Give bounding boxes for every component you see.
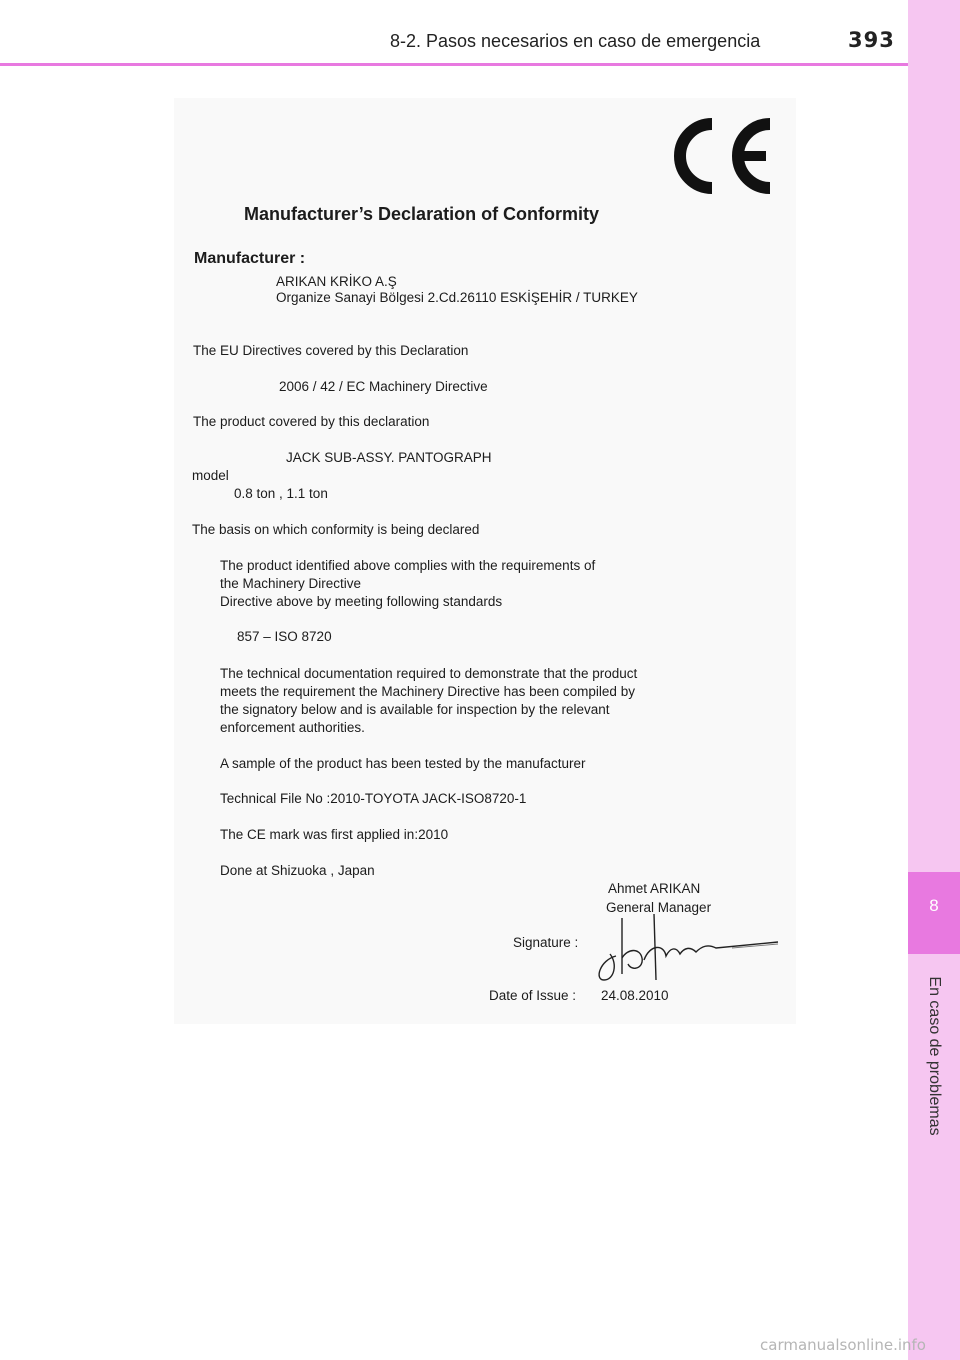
basis-heading: The basis on which conformity is being declared bbox=[192, 522, 480, 537]
model-values: 0.8 ton , 1.1 ton bbox=[234, 486, 328, 501]
directives-heading: The EU Directives covered by this Declaration bbox=[193, 343, 469, 358]
product-heading: The product covered by this declaration bbox=[193, 414, 430, 429]
document-title: Manufacturer’s Declaration of Conformity bbox=[244, 204, 600, 224]
signature-label: Signature : bbox=[513, 935, 579, 950]
tech-doc-line: the signatory below and is available for inspection by the relevant bbox=[220, 702, 610, 717]
section-title: 8-2. Pasos necesarios en caso de emergencia bbox=[390, 31, 761, 51]
header-divider bbox=[0, 63, 908, 66]
signer-title: General Manager bbox=[606, 900, 712, 915]
date-of-issue-value: 24.08.2010 bbox=[601, 988, 669, 1003]
tech-doc-line: The technical documentation required to demonstrate that the product bbox=[220, 666, 638, 681]
chapter-sidebar bbox=[908, 0, 960, 1360]
watermark-text: carmanualsonline.info bbox=[760, 1336, 926, 1354]
declaration-document bbox=[174, 98, 796, 1024]
chapter-number: 8 bbox=[929, 896, 939, 915]
directive-text: 2006 / 42 / EC Machinery Directive bbox=[279, 379, 488, 394]
product-name: JACK SUB-ASSY. PANTOGRAPH bbox=[286, 450, 492, 465]
basis-line: The product identified above complies with the requirements of bbox=[220, 558, 596, 573]
manufacturer-address: Organize Sanayi Bölgesi 2.Cd.26110 ESKİŞEHİR / TURKEY bbox=[276, 290, 638, 305]
ce-applied-year: The CE mark was first applied in:2010 bbox=[220, 827, 449, 842]
model-label: model bbox=[192, 468, 229, 483]
tech-doc-line: enforcement authorities. bbox=[220, 720, 365, 735]
basis-line: the Machinery Directive bbox=[220, 576, 362, 591]
place-of-issue: Done at Shizuoka , Japan bbox=[220, 863, 375, 878]
ce-mark-logo bbox=[672, 114, 776, 198]
basis-line: Directive above by meeting following standards bbox=[220, 594, 503, 609]
page-number: 393 bbox=[848, 28, 895, 52]
chapter-label: En caso de problemas bbox=[926, 976, 943, 1136]
date-of-issue-label: Date of Issue : bbox=[489, 988, 577, 1003]
sample-statement: A sample of the product has been tested by the manufacturer bbox=[220, 756, 586, 771]
manufacturer-name: ARIKAN KRİKO A.Ş bbox=[276, 274, 397, 289]
standard-reference: 857 – ISO 8720 bbox=[237, 629, 332, 644]
tech-doc-line: meets the requirement the Machinery Directive has been compiled by bbox=[220, 684, 635, 699]
signer-name: Ahmet ARIKAN bbox=[608, 881, 701, 896]
manufacturer-heading: Manufacturer : bbox=[194, 250, 306, 267]
technical-file-number: Technical File No :2010-TOYOTA JACK-ISO8720-1 bbox=[220, 791, 527, 806]
handwritten-signature bbox=[592, 914, 782, 984]
